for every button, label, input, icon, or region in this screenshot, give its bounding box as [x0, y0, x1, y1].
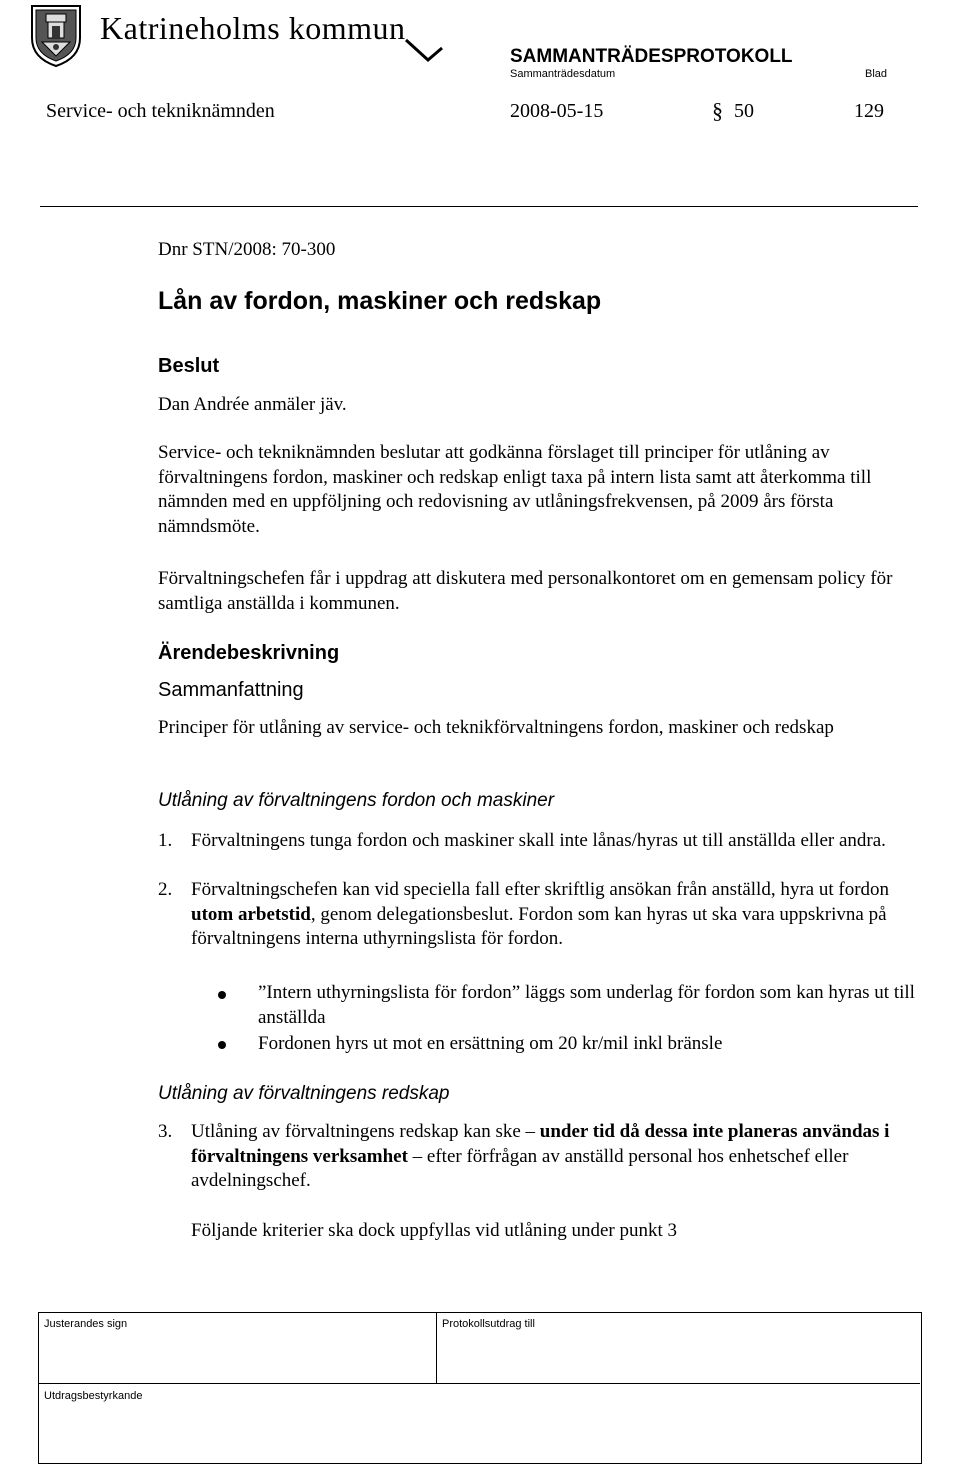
jav-statement: Dan Andrée anmäler jäv. — [158, 394, 347, 415]
footer-table — [38, 1312, 922, 1464]
item-2-number: 2. — [158, 879, 173, 900]
footer-mid-divider — [436, 1312, 437, 1383]
utdragsbestyrkande-label: Utdragsbestyrkande — [44, 1390, 143, 1402]
summary-heading: Sammanfattning — [158, 679, 304, 701]
item-2-bold: utom arbetstid — [191, 903, 311, 925]
footer-row-divider — [38, 1383, 920, 1384]
justerandes-sign-label: Justerandes sign — [44, 1318, 128, 1330]
header-divider — [40, 206, 918, 207]
page-label: Blad — [865, 68, 888, 80]
item-2-part-2: , genom delegationsbeslut. Fordon som kan hyras ut ska vara uppskrivna på förvaltningens interna uthyrningslista för fordon. — [191, 903, 887, 949]
page-number: 129 — [854, 100, 884, 122]
bullet-1-text: ”Intern uthyrningslista för fordon” läggs som underlag för fordon som kan hyras ut till anställda — [258, 982, 915, 1028]
item-1-number: 1. — [158, 830, 173, 851]
paragraph-symbol: § — [712, 98, 723, 123]
item-2-text — [191, 878, 931, 952]
item-3-part-2: – efter förfrågan av anställd personal hos enhetschef eller avdelningschef. — [191, 1145, 849, 1191]
bullet-1-dot — [218, 991, 226, 999]
document-type: SAMMANTRÄDESPROTOKOLL — [510, 46, 793, 67]
committee-name: Service- och tekniknämnden — [46, 100, 275, 122]
meeting-date: 2008-05-15 — [510, 100, 604, 122]
date-label: Sammanträdesdatum — [510, 68, 616, 80]
vehicles-heading: Utlåning av förvaltningens fordon och maskiner — [158, 790, 555, 811]
item-3-number: 3. — [158, 1121, 173, 1142]
paragraph-number: 50 — [734, 100, 754, 122]
tools-heading: Utlåning av förvaltningens redskap — [158, 1083, 450, 1104]
item-2-part-1: Förvaltningschefen kan vid speciella fall efter skriftlig ansökan från anställd, hyra ut fordon — [191, 879, 890, 900]
logo-swoosh — [404, 38, 444, 69]
decision-paragraph-2: Förvaltningschefen får i uppdrag att diskutera med personalkontoret om en gemensam policy för samtliga anställda i kommunen. — [158, 568, 893, 614]
bullet-2-dot — [218, 1041, 226, 1049]
coat-of-arms-logo — [28, 2, 84, 68]
bullet-2-text: Fordonen hyrs ut mot en ersättning om 20 kr/mil inkl bränsle — [258, 1033, 723, 1054]
municipality-name: Katrineholms kommun — [100, 10, 406, 46]
item-3-part-1: Utlåning av förvaltningens redskap kan ske – — [191, 1121, 540, 1142]
case-title: Lån av fordon, maskiner och redskap — [158, 287, 602, 315]
case-number: Dnr STN/2008: 70-300 — [158, 239, 336, 260]
item-3-bold: under tid då dessa inte planeras användas i förvaltningens verksamhet — [191, 1121, 890, 1167]
decision-paragraph-1: Service- och tekniknämnden beslutar att godkänna förslaget till principer för utlåning av förvaltningens fordon, maskiner och redskap enligt taxa på intern lista samt att återkomma till nämnden med en uppföljning och redovisning av utlåningsfrekvensen, på 2009 års första nämndsmöte. — [158, 442, 872, 537]
item-3-text — [191, 1120, 931, 1194]
criteria-text: Följande kriterier ska dock uppfyllas vid utlåning under punkt 3 — [191, 1220, 677, 1241]
description-heading: Ärendebeskrivning — [158, 642, 340, 664]
summary-text: Principer för utlåning av service- och teknikförvaltningens fordon, maskiner och redskap — [158, 717, 834, 738]
protokollsutdrag-label: Protokollsutdrag till — [442, 1318, 535, 1330]
item-1-text: Förvaltningens tunga fordon och maskiner skall inte lånas/hyras ut till anställda eller andra. — [191, 830, 886, 851]
decision-heading: Beslut — [158, 355, 220, 377]
